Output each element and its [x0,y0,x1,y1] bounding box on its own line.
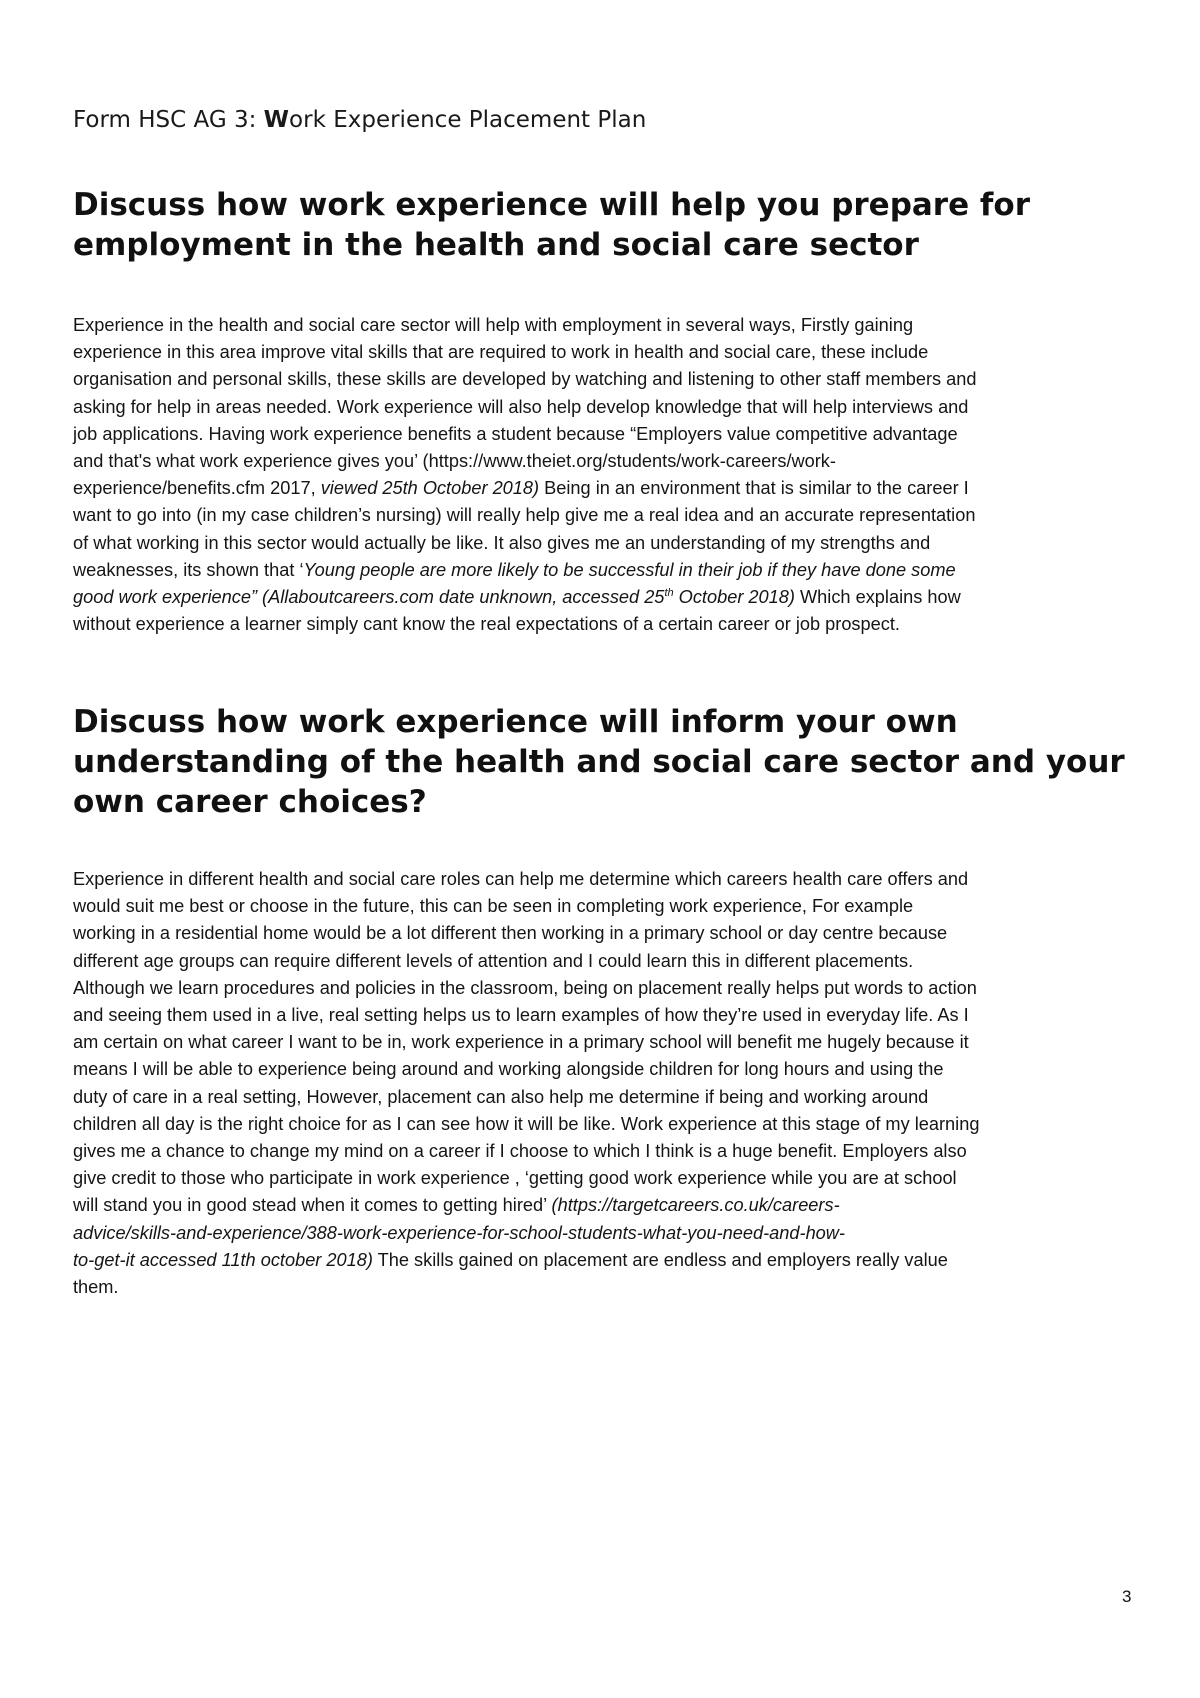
text-line [73,1002,1113,1029]
text-run: Experience in different health and social care roles can help me determine which careers health care offers and [73,869,969,889]
page-number: 3 [1122,1587,1132,1606]
text-run: weaknesses, its shown that ‘ [73,559,304,580]
text-run: The skills gained on placement are endless and employers really value [372,1249,948,1270]
italic-text-run: good work experience” (Allaboutcareers.com date unknown, accessed 25 [73,587,665,608]
text-run: Being in an environment that is similar to the career I [539,478,969,499]
italic-text-run: October 2018) [673,587,795,608]
text-run: experience in this area improve vital skills that are required to work in health and social care, these include [73,342,929,363]
text-run: would suit me best or choose in the future, this can be seen in completing work experience, For example [73,896,914,917]
text-run: of what working in this sector would actually be like. It also gives me an understanding of my strengths and [73,532,931,553]
text-run: give credit to those who participate in work experience , ‘getting good work experience while you are at school [73,1168,957,1189]
text-run: children all day is the right choice for as I can see how it will be like. Work experience at this stage of my learning [73,1113,980,1134]
text-run: am certain on what career I want to be in, work experience in a primary school will benefit me hugely because it [73,1032,969,1053]
text-run: working in a residential home would be a lot different then working in a primary school or day centre because [73,923,948,944]
text-run: and seeing them used in a live, real setting helps us to learn examples of how they’re used in everyday life. As I [73,1005,969,1026]
italic-text-run: th [664,586,674,599]
text-run: gives me a chance to change my mind on a career if I choose to which I think is a huge benefit. Employers also [73,1141,967,1162]
text-line [73,394,1113,421]
italic-text-run: Young people are more likely to be successful in their job if they have done some [303,559,956,580]
text-run: Experience in the health and social care sector will help with employment in several ways, Firstly gaining [73,315,914,335]
text-run: Although we learn procedures and policies in the classroom, being on placement really helps put words to action [73,977,977,998]
text-line [73,948,1113,975]
text-line [73,557,1113,584]
text-line [73,1138,1113,1165]
text-run: and that's what work experience gives you’ (https://www.theiet.org/students/work-careers/work- [73,451,836,472]
text-run: means I will be able to experience being around and working alongside children for long hours and using the [73,1059,944,1080]
text-run: asking for help in areas needed. Work experience will also help develop knowledge that will help interviews and [73,396,969,417]
text-line [73,421,1113,448]
italic-text-run: (https://targetcareers.co.uk/careers- [551,1195,840,1216]
form-title-rest: ork Experience Placement Plan [289,107,647,133]
text-run: organisation and personal skills, these skills are developed by watching and listening to other staff members and [73,369,977,390]
text-line [73,475,1113,502]
section-heading-prepare-for-employment: Discuss how work experience will help you prepare for employment in the health and social care sector [73,187,1030,263]
text-line [73,866,1113,893]
text-run: different age groups can require different levels of attention and I could learn this in different placements. [73,950,914,971]
form-title [73,105,1073,135]
text-run: Which explains how [794,587,961,608]
text-run: them. [73,1277,119,1298]
text-line [73,448,1113,475]
italic-text-run: viewed 25th October 2018) [320,478,540,499]
section-paragraph-prepare-for-employment [73,312,1113,638]
section-heading-inform-understanding: Discuss how work experience will inform your own understanding of the health and social care sector and your own career choices? [73,704,1125,820]
text-line [73,893,1113,920]
text-run: duty of care in a real setting, However, placement can also help me determine if being and working around [73,1086,929,1107]
text-line [73,1056,1113,1083]
text-line [73,1165,1113,1192]
text-line [73,584,1113,611]
text-run: without experience a learner simply cant know the real expectations of a certain career or job prospect. [73,614,900,635]
form-title-bold-letter: W [263,107,290,133]
text-line [73,1084,1113,1111]
text-run: want to go into (in my case children’s nursing) will really help give me a real idea and an accurate representation [73,505,976,526]
text-line [73,312,1113,339]
text-line [73,975,1113,1002]
text-line [73,1274,1113,1301]
text-line [73,1029,1113,1056]
text-run: job applications. Having work experience benefits a student because “Employers value competitive advantage [73,423,958,444]
italic-text-run: advice/skills-and-experience/388-work-experience-for-school-students-what-you-need-and-how- [73,1222,845,1243]
text-run: will stand you in good stead when it comes to getting hired’ [73,1195,552,1216]
section-paragraph-inform-understanding [73,866,1113,1301]
form-title-prefix: Form HSC AG 3: [73,107,264,133]
text-line [73,502,1113,529]
text-line [73,1247,1113,1274]
italic-text-run: to-get-it accessed 11th october 2018) [73,1249,373,1270]
text-line [73,530,1113,557]
text-run: experience/benefits.cfm 2017, [73,478,321,499]
text-line [73,1220,1113,1247]
text-line [73,920,1113,947]
text-line [73,1111,1113,1138]
text-line [73,611,1113,638]
text-line [73,339,1113,366]
text-line [73,366,1113,393]
text-line [73,1192,1113,1219]
